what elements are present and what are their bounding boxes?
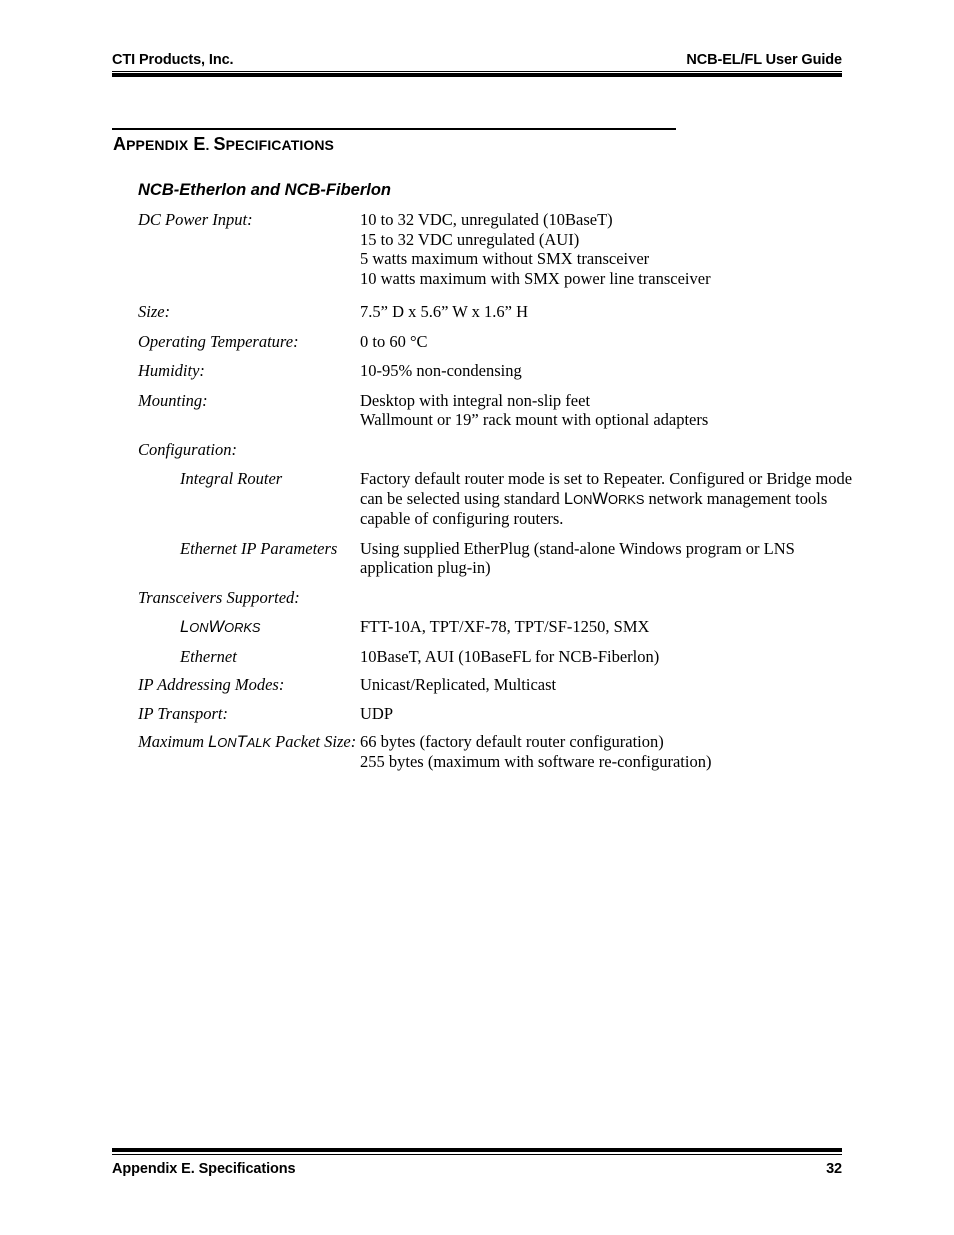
spec-value-line: UDP: [360, 703, 394, 723]
spec-label-ip-addressing-modes: IP Addressing Modes:: [138, 675, 285, 694]
spec-value-max-lontalk-packet-size: [360, 732, 854, 771]
page-number: 32: [826, 1160, 842, 1177]
section-title: NCB-Etherlon and NCB-Fiberlon: [138, 181, 391, 199]
spec-row-ethernet-ip-parameters: [138, 539, 854, 578]
spec-label-ip-transport: IP Transport:: [138, 703, 229, 723]
lontalk-t: T: [236, 733, 247, 751]
lonworks-w: W: [208, 618, 225, 636]
spec-value-mounting: [360, 391, 854, 430]
spec-value-paragraph: Using supplied EtherPlug (stand-alone Windows program or LNS application plug-in): [360, 538, 795, 577]
spec-label-humidity: Humidity:: [138, 361, 205, 380]
appendix-heading: [113, 134, 334, 155]
appendix-word-initial: A: [113, 134, 127, 154]
spec-value-paragraph: [360, 469, 854, 529]
spec-row-ip-transport: [138, 704, 854, 724]
appendix-spec-initial: S: [213, 134, 226, 154]
spec-row-integral-router: [138, 469, 854, 529]
lontalk-on: ON: [217, 735, 237, 750]
spec-label-dc-power-input: DC Power Input:: [138, 210, 253, 229]
lonworks-orks: ORKS: [224, 620, 261, 635]
spec-label-ethernet-ip-parameters: Ethernet IP Parameters: [180, 538, 338, 558]
spec-label-operating-temperature: Operating Temperature:: [138, 331, 299, 351]
spec-value-line: 10 to 32 VDC, unregulated (10BaseT): [360, 210, 613, 229]
spec-value-operating-temperature: [360, 332, 854, 352]
spec-value-ip-addressing-modes: [360, 675, 854, 695]
footer-rule-thick: [112, 1148, 842, 1152]
max-label-after: Packet Size:: [271, 732, 357, 751]
specifications-list: [138, 210, 854, 771]
spec-value-line: 10 watts maximum with SMX power line transceiver: [360, 268, 711, 288]
page-header: [112, 52, 842, 77]
spec-row-dc-power-input: [138, 210, 854, 288]
spec-value-line: Wallmount or 19” rack mount with optional adapters: [360, 410, 709, 429]
spec-row-configuration: [138, 440, 854, 460]
spec-value-ethernet: [360, 647, 854, 667]
spec-value-integral-router: [360, 469, 854, 529]
spec-value-line: 0 to 60 °C: [360, 331, 428, 351]
spec-label-lonworks: [138, 617, 360, 638]
spec-row-max-lontalk-packet-size: [138, 732, 854, 771]
header-text-row: [112, 52, 842, 71]
spec-value-line: 10BaseT, AUI (10BaseFL for NCB-Fiberlon): [360, 646, 660, 666]
spec-value-line: 66 bytes (factory default router configuration): [360, 732, 664, 751]
lonworks-l: L: [180, 618, 190, 636]
spec-row-humidity: [138, 361, 854, 381]
header-rule-thick: [112, 73, 842, 77]
max-label-before: Maximum: [138, 732, 209, 751]
spec-value-line: 5 watts maximum without SMX transceiver: [360, 249, 650, 268]
spec-value-line: 15 to 32 VDC unregulated (AUI): [360, 229, 580, 249]
appendix-spec-rest: PECIFICATIONS: [225, 137, 334, 153]
spec-value-line: 10-95% non-condensing: [360, 361, 522, 380]
spec-label-integral-router: Integral Router: [180, 469, 283, 488]
spec-row-mounting: [138, 391, 854, 430]
lonworks-orks: ORKS: [607, 491, 645, 507]
header-document-title: NCB-EL/FL User Guide: [686, 52, 842, 68]
lontalk-l: L: [208, 733, 218, 751]
lonworks-on: ON: [189, 620, 209, 635]
spec-value-ethernet-ip-parameters: [360, 539, 854, 578]
spec-label-max-lontalk-packet-size: [138, 732, 360, 753]
spec-row-ethernet: [138, 647, 854, 667]
spec-label-transceivers-supported: Transceivers Supported:: [138, 587, 300, 607]
lonworks-brand: [180, 618, 261, 636]
spec-label-mounting: Mounting:: [138, 390, 208, 410]
spec-value-line: Unicast/Replicated, Multicast: [360, 675, 557, 694]
appendix-heading-rule: [112, 128, 676, 130]
integral-router-text-after: network management tools capable of configuring routers.: [360, 488, 828, 528]
spec-value-lonworks: [360, 617, 854, 637]
spec-value-ip-transport: [360, 704, 854, 724]
header-rule-thin: [112, 71, 842, 72]
appendix-word-rest: PPENDIX: [126, 137, 189, 153]
spec-row-ip-addressing-modes: [138, 675, 854, 695]
lonworks-on: ON: [573, 491, 593, 507]
spec-row-transceivers-supported: [138, 588, 854, 608]
footer-section-name: Appendix E. Specifications: [112, 1160, 296, 1177]
page-footer: [112, 1148, 842, 1177]
appendix-letter: E: [193, 134, 206, 154]
lonworks-w: W: [592, 489, 608, 508]
lonworks-l: L: [563, 489, 574, 508]
spec-value-humidity: [360, 361, 854, 381]
footer-text-row: [112, 1155, 842, 1177]
spec-value-line: Desktop with integral non-slip feet: [360, 390, 591, 410]
lontalk-brand: [208, 733, 271, 751]
spec-value-line: 255 bytes (maximum with software re-configuration): [360, 751, 712, 771]
spec-row-lonworks: [138, 617, 854, 638]
spec-label-ethernet: Ethernet: [180, 646, 237, 666]
spec-row-size: [138, 302, 854, 322]
lonworks-brand: [564, 490, 645, 508]
spec-value-dc-power-input: [360, 210, 854, 288]
spec-value-line: 7.5” D x 5.6” W x 1.6” H: [360, 302, 529, 321]
appendix-punct: .: [205, 137, 214, 153]
spec-label-size: Size:: [138, 302, 171, 321]
spec-row-operating-temperature: [138, 332, 854, 352]
integral-router-text-before: Factory default router mode is set to Repeater. Configured or Bridge mode can be selected using standard: [360, 469, 853, 508]
spec-label-configuration: Configuration:: [138, 439, 238, 459]
spec-value-size: [360, 302, 854, 322]
spec-value-line: FTT-10A, TPT/XF-78, TPT/SF-1250, SMX: [360, 617, 650, 636]
lontalk-alk: ALK: [246, 735, 271, 750]
header-company-name: CTI Products, Inc.: [112, 52, 234, 68]
